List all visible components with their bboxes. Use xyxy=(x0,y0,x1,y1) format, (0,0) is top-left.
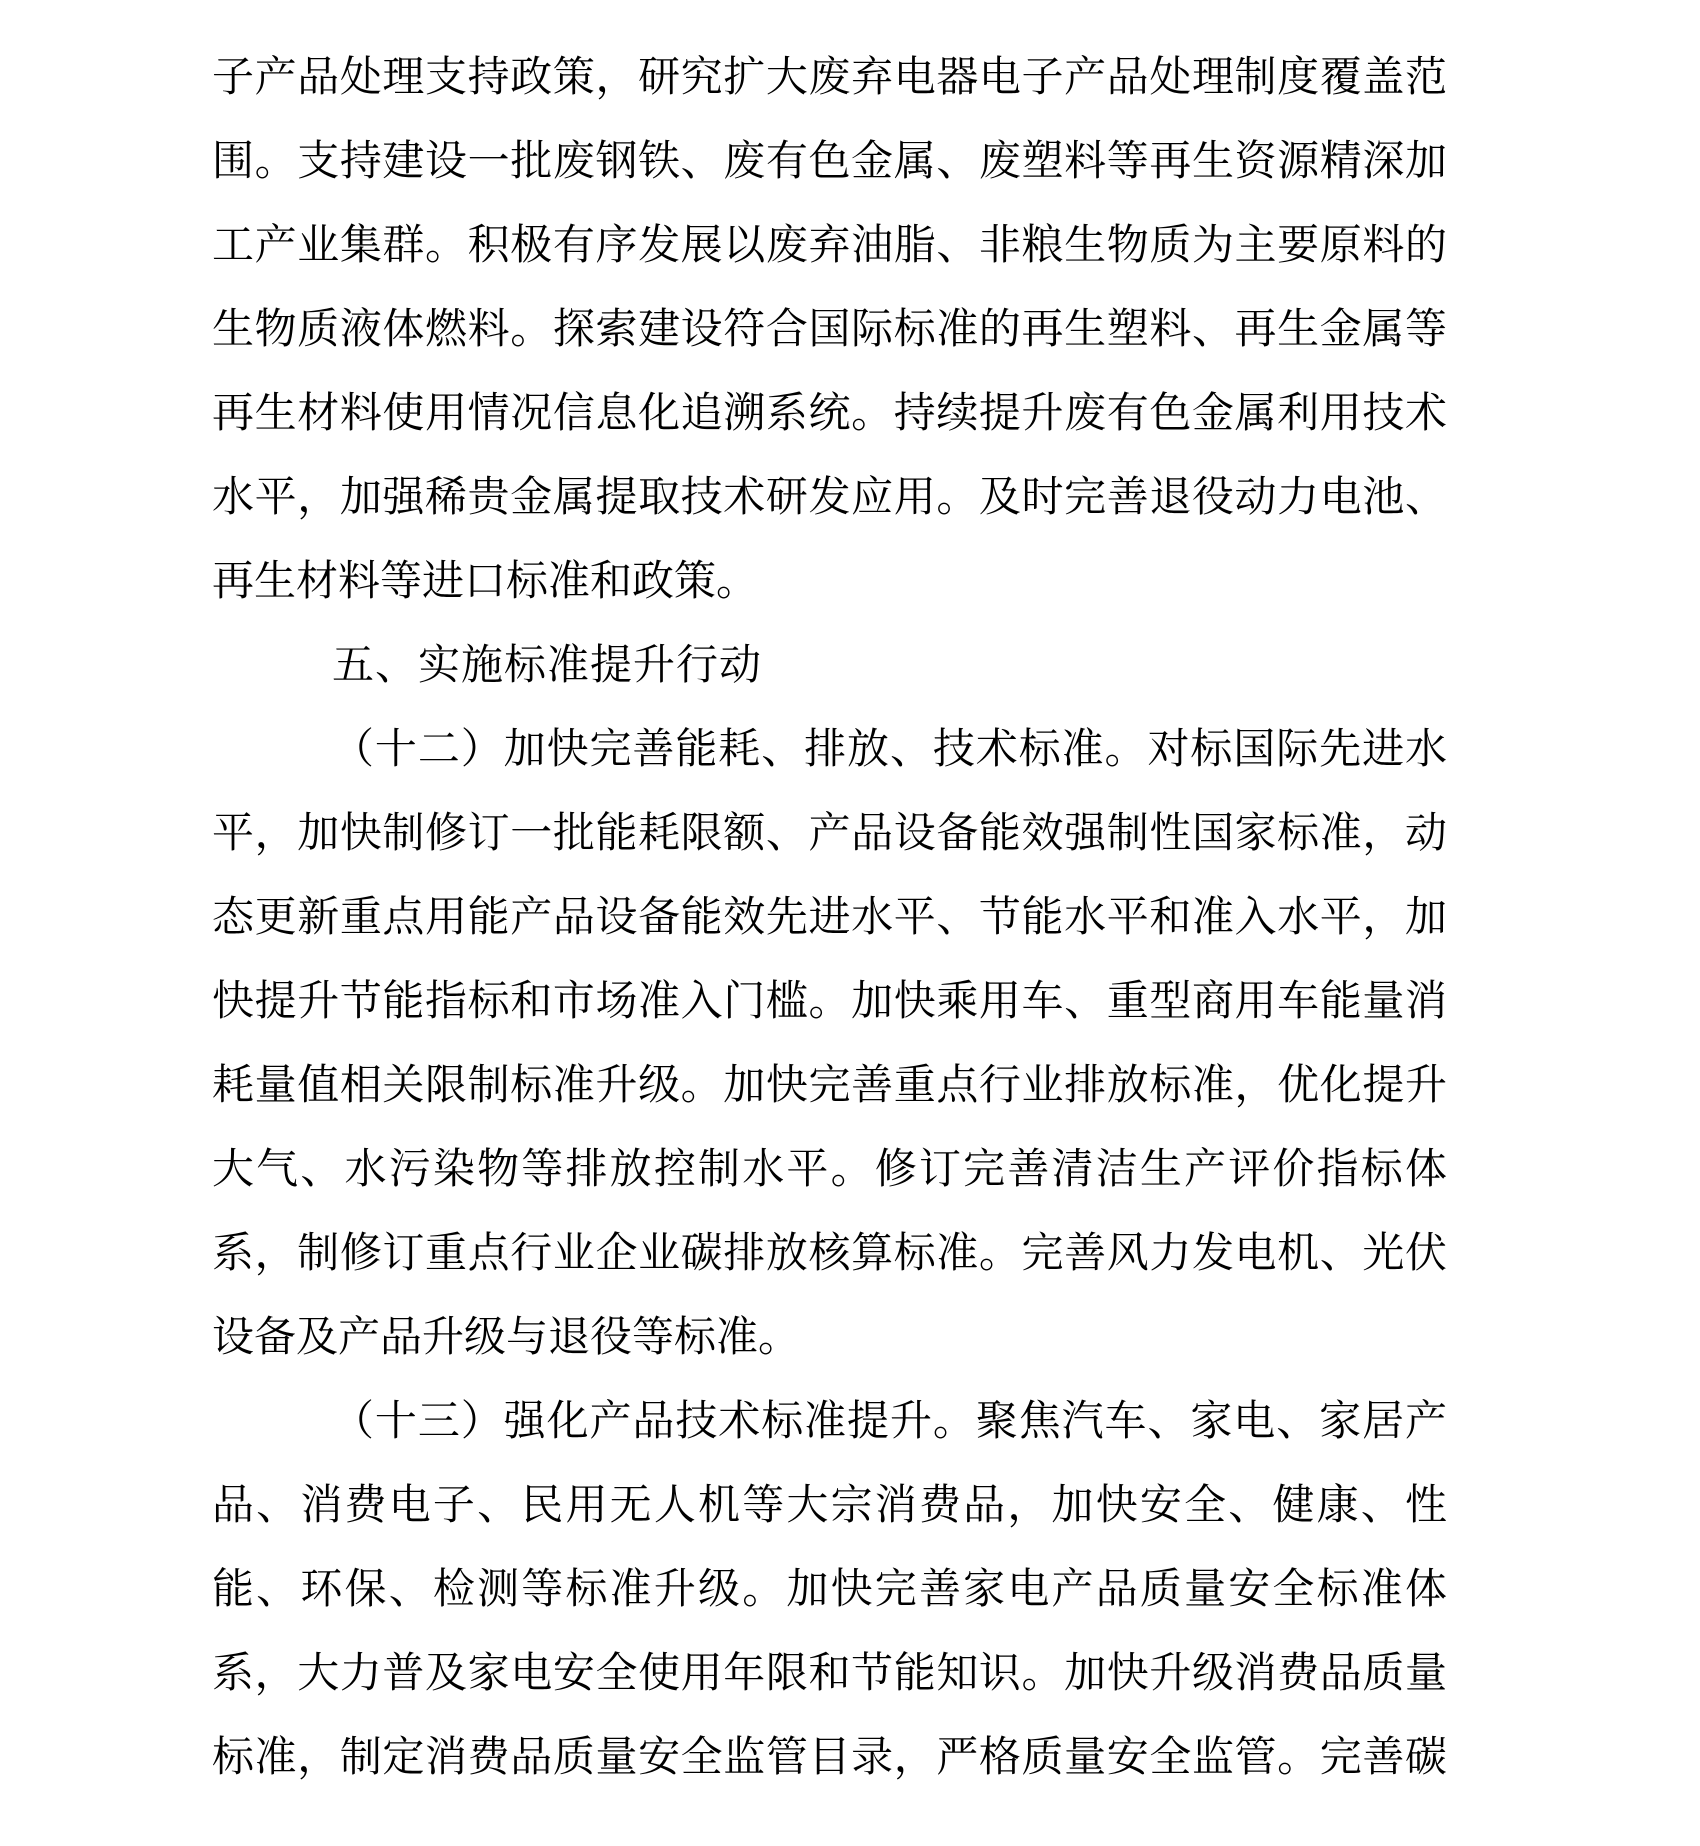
text-line: 围。支持建设一批废钢铁、废有色金属、废塑料等再生资源精深加 xyxy=(212,139,1447,185)
text-line: 水平，加强稀贵金属提取技术研发应用。及时完善退役动力电池、 xyxy=(212,475,1447,521)
text-line: （十三）强化产品技术标准提升。聚焦汽车、家电、家居产 xyxy=(332,1399,1447,1445)
text-line: 设备及产品升级与退役等标准。 xyxy=(212,1315,801,1361)
text-line: 生物质液体燃料。探索建设符合国际标准的再生塑料、再生金属等 xyxy=(212,307,1447,353)
text-line: 工产业集群。积极有序发展以废弃油脂、非粮生物质为主要原料的 xyxy=(212,223,1447,269)
text-line: 平，加快制修订一批能耗限额、产品设备能效强制性国家标准，动 xyxy=(212,811,1447,857)
text-line: 大气、水污染物等排放控制水平。修订完善清洁生产评价指标体 xyxy=(212,1147,1447,1193)
text-line: （十二）加快完善能耗、排放、技术标准。对标国际先进水 xyxy=(332,727,1447,773)
text-line: 子产品处理支持政策，研究扩大废弃电器电子产品处理制度覆盖范 xyxy=(212,55,1447,101)
text-line: 耗量值相关限制标准升级。加快完善重点行业排放标准，优化提升 xyxy=(212,1063,1447,1109)
section-heading: 五、实施标准提升行动 xyxy=(332,643,763,689)
text-line: 系，制修订重点行业企业碳排放核算标准。完善风力发电机、光伏 xyxy=(212,1231,1447,1277)
text-line: 系，大力普及家电安全使用年限和节能知识。加快升级消费品质量 xyxy=(212,1651,1447,1697)
text-line: 品、消费电子、民用无人机等大宗消费品，加快安全、健康、性 xyxy=(212,1483,1447,1529)
text-line: 能、环保、检测等标准升级。加快完善家电产品质量安全标准体 xyxy=(212,1567,1447,1613)
text-line: 再生材料等进口标准和政策。 xyxy=(212,559,759,605)
text-line: 快提升节能指标和市场准入门槛。加快乘用车、重型商用车能量消 xyxy=(212,979,1447,1025)
text-line: 标准，制定消费品质量安全监管目录，严格质量安全监管。完善碳 xyxy=(212,1735,1447,1781)
text-line: 态更新重点用能产品设备能效先进水平、节能水平和准入水平，加 xyxy=(212,895,1447,941)
text-line: 再生材料使用情况信息化追溯系统。持续提升废有色金属利用技术 xyxy=(212,391,1447,437)
